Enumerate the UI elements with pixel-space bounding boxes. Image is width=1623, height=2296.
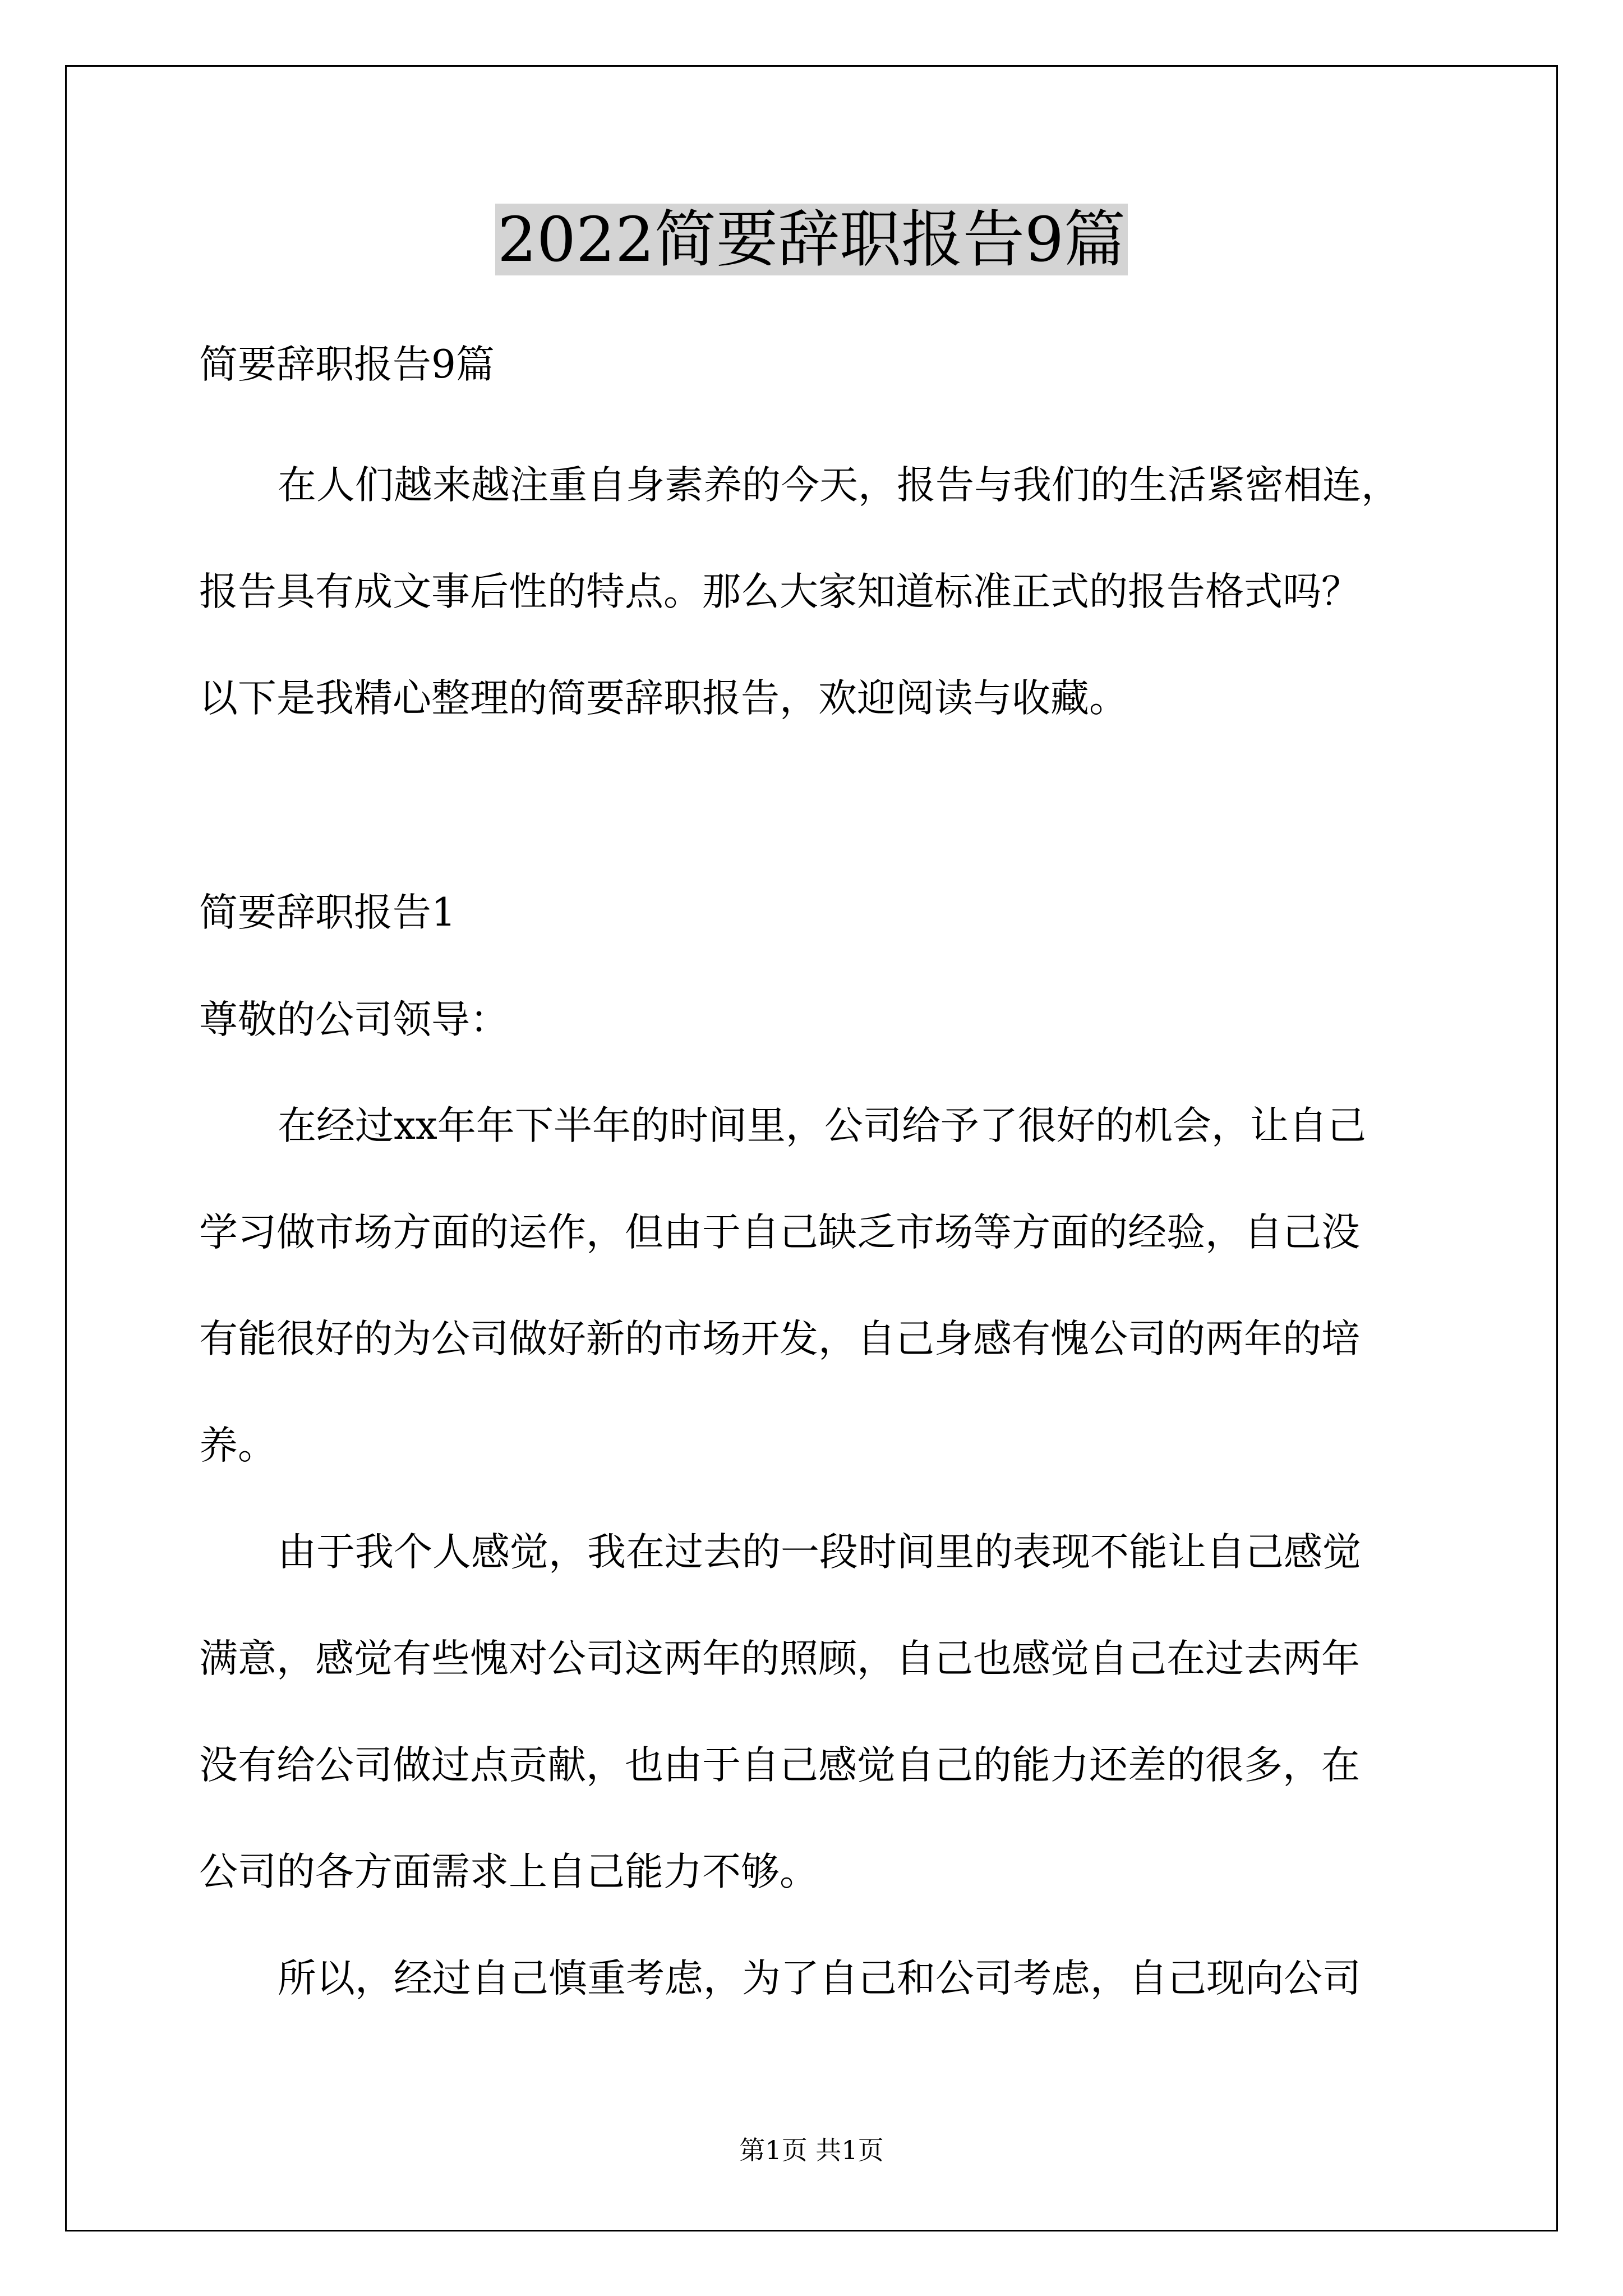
paragraph-line: 由于我个人感觉，我在过去的一段时间里的表现不能让自己感觉 [278, 1530, 1361, 1575]
paragraph-line: 所以，经过自己慎重考虑，为了自己和公司考虑，自己现向公司 [278, 1956, 1361, 2001]
paragraph-line: 在经过xx年年下半年的时间里，公司给予了很好的机会，让自己 [278, 1103, 1366, 1148]
document-title [0, 197, 1623, 282]
subtitle-line: 简要辞职报告9篇 [199, 342, 495, 387]
document-title-text: 2022简要辞职报告9篇 [495, 204, 1128, 275]
paragraph-line: 养。 [199, 1423, 276, 1468]
paragraph-line: 在人们越来越注重自身素养的今天，报告与我们的生活紧密相连， [278, 463, 1400, 508]
page-footer: 第1页 共1页 [739, 2135, 884, 2165]
paragraph-line: 报告具有成文事后性的特点。那么大家知道标准正式的报告格式吗？ [199, 569, 1360, 614]
salutation-line: 尊敬的公司领导： [199, 997, 509, 1042]
paragraph-line: 没有给公司做过点贡献，也由于自己感觉自己的能力还差的很多，在 [199, 1743, 1360, 1788]
paragraph-line: 满意，感觉有些愧对公司这两年的照顾，自己也感觉自己在过去两年 [199, 1636, 1360, 1681]
section-heading: 简要辞职报告1 [199, 890, 456, 935]
paragraph-line: 公司的各方面需求上自己能力不够。 [199, 1849, 818, 1894]
paragraph-line: 有能很好的为公司做好新的市场开发，自己身感有愧公司的两年的培 [199, 1317, 1360, 1361]
paragraph-line: 以下是我精心整理的简要辞职报告，欢迎阅读与收藏。 [199, 676, 1128, 721]
paragraph-line: 学习做市场方面的运作，但由于自己缺乏市场等方面的经验，自己没 [199, 1210, 1360, 1255]
